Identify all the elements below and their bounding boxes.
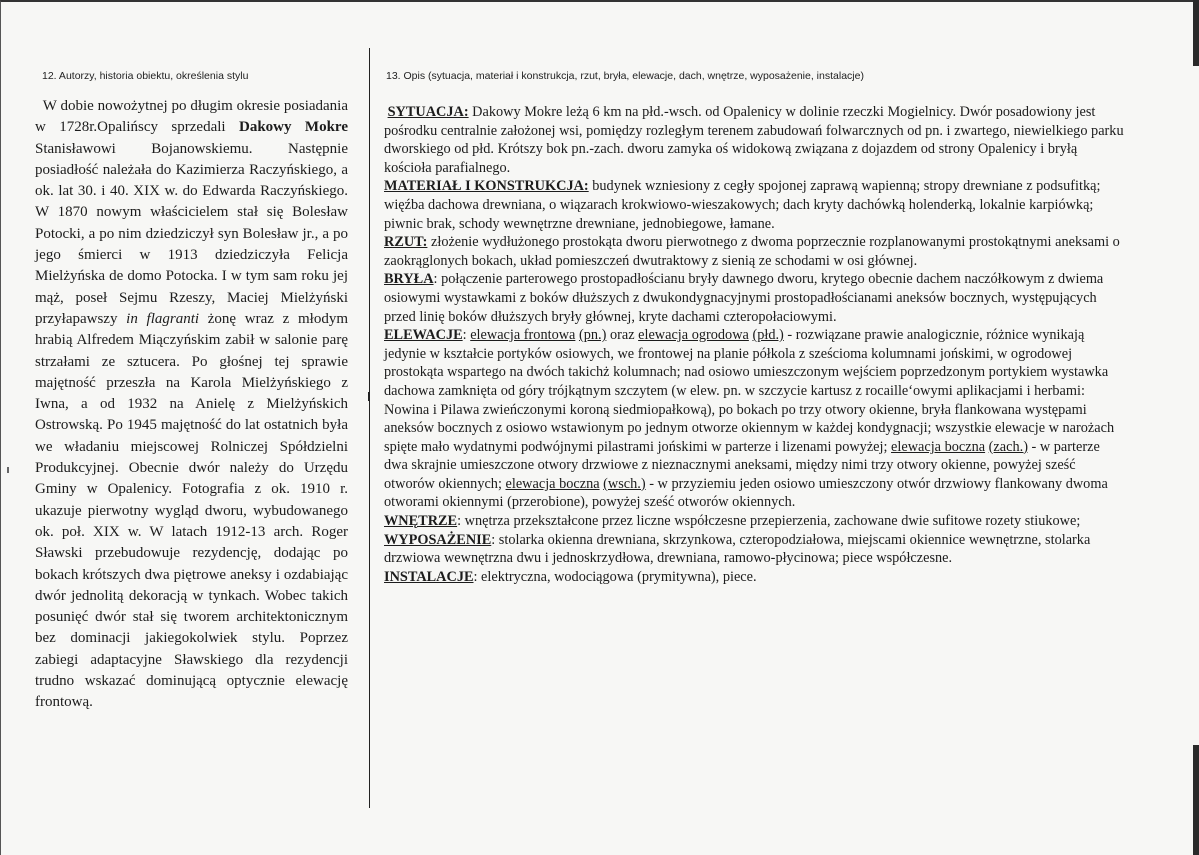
section-label-wyposazenie: WYPOSAŻENIE bbox=[384, 531, 492, 548]
section-instalacje: INSTALACJE: elektryczna, wodociągowa (prymitywna), piece. bbox=[384, 568, 757, 585]
history-paragraph: W dobie nowożytnej po długim okresie posiadania w 1728r.Opalińscy sprzedali Dakowy Mokre Stanisławowi Bojanowskiemu. Następnie posiadłość należała do Kazimierza Raczyńskiego, a ok. lat 30. i 40. XIX w. do Edwarda Raczyńskiego. W 1870 nowym właścicielem stał się Bolesław Potocki, a po nim dziedziczył syn Bolesław jr., a po jego śmierci w 1913 dziedziczyła Felicja Mielżyńska de domo Potocka. I w tym sam roku jej mąż, poseł Sejmu Rzeszy, Maciej Mielżyński przyłapawszy in flagranti żonę wraz z młodym hrabią Alfredem Miączyńskim zabił w salonie parę strzałami ze sztucera. Po głośnej tej sprawie majętność przeszła na Karola Mielżyńskiego z Iwna, a od 1932 na Anielę z Mielżyńskich Ostrowską. Po 1945 majętność do lat ostatnich była we władaniu miejscowej Rolniczej Spółdzielni Produkcyjnej. Obecnie dwór należy do Urzędu Gminy w Opalenicy. Fotografia z ok. 1910 r. ukazuje pierwotny wygląd dworu, wybudowanego ok. poł. XIX w. W latach 1912-13 arch. Roger Sławski przebudowuje rezydencję, dodając po bokach krótszych dwa piętrowe aneksy i ozdabiając dwór jednolitą dekoracją w tynkach. Wobec takich posunięć dwór stał się tworem architektonicznym bez dominacji jakiegokolwiek stylu. Poprzez zabiegi adaptacyjne Sławskiego dla rezydencji trudno wskazać dominującą optycznie elewację frontową. bbox=[35, 98, 348, 711]
scan-edge-mark-top bbox=[1193, 0, 1199, 66]
estate-name: Dakowy Mokre bbox=[239, 119, 348, 136]
section-material: MATERIAŁ I KONSTRUKCJA: budynek wzniesiony z cegły spojonej zaprawą wapienną; stropy drewniane z podsufitką; więźba dachowa drewniana, o wiązarach krokwiowo-wieszakowych; dach kryty dachówką holenderką, lokalnie karpiówką; piwnic brak, schody wewnętrzne drewniane, jednobiegowe, łamane. bbox=[384, 178, 1101, 232]
section-label-rzut: RZUT: bbox=[384, 234, 428, 251]
history-column bbox=[35, 96, 348, 714]
section-wnetrze: WNĘTRZE: wnętrza przekształcone przez liczne współczesne przepierzenia, zachowane dwie sufitowe rozety stiukowe; bbox=[384, 513, 1081, 530]
description-column bbox=[384, 103, 1124, 586]
section-rzut: RZUT: złożenie wydłużonego prostokąta dworu pierwotnego z dwoma poprzecznie rozplanowanymi prostokątnymi aneksami o zaokrąglonych bokach, układ pomieszczeń dwutraktowy z sienią ze schodami w osi głównej. bbox=[384, 234, 1120, 269]
latin-phrase: in flagranti bbox=[126, 310, 200, 327]
section-bryla: BRYŁA: połączenie parterowego prostopadłościanu bryły dawnego dworu, krytego obecnie dachem naczółkowym z dwiema osiowymi wystawkami z boków dłuższych z dwukondygnacyjnymi prostopadłościanami aneksów bocznych, występujących przed linię boków dłuższych bryły głównej, kryte dachami czteropołaciowymi. bbox=[384, 271, 1104, 325]
section-label-wnetrze: WNĘTRZE bbox=[384, 513, 458, 530]
scan-mark bbox=[7, 467, 9, 473]
description-header: 13. Opis (sytuacja, materiał i konstrukcja, rzut, bryła, elewacje, dach, wnętrze, wyposażenie, instalacje) bbox=[386, 70, 864, 82]
section-wyposazenie: WYPOSAŻENIE: stolarka okienna drewniana, skrzynkowa, czteropodziałowa, miejscami okiennice wewnętrzne, stolarka drzwiowa wewnętrzna dwu i jednoskrzydłowa, drewniana, ramowo-płycinowa; piece współczesne. bbox=[384, 531, 1091, 567]
divider-tick bbox=[368, 392, 369, 401]
section-label-bryla: BRYŁA bbox=[384, 271, 434, 288]
section-label-material: MATERIAŁ I KONSTRUKCJA: bbox=[384, 178, 589, 195]
section-label-sytuacja: SYTUACJA: bbox=[387, 104, 469, 120]
scan-edge-mark-bottom bbox=[1193, 745, 1199, 855]
section-sytuacja: SYTUACJA: Dakowy Mokre leżą 6 km na płd.-wsch. od Opalenicy w dolinie rzeczki Mogielnicy. Dwór posadowiony jest pośrodku centralnie założonej wsi, pomiędzy rozległym terenem zabudowań folwarcznych od pn. i zwartego, niewielkiego parku dworskiego od płd. Krótszy bok pn.-zach. dworu zamyka oś widokową związana z dojazdem od strony Opalenicy i bryłą kościoła parafialnego. bbox=[384, 104, 1124, 176]
history-header: 12. Autorzy, historia obiektu, określenia stylu bbox=[42, 70, 249, 82]
column-divider bbox=[369, 48, 370, 808]
section-label-instalacje: INSTALACJE bbox=[384, 568, 474, 585]
section-elewacje: ELEWACJE: elewacja frontowa (pn.) oraz elewacja ogrodowa (płd.) - rozwiązane prawie analogicznie, różnice wynikają jedynie w kształcie portyków osiowych, we frontowej na planie półkola z sześcioma kolumnami jońskimi, w ogrodowej prostokąta wspartego na dwóch takichż kolumnach; nad osiowo umieszczonym wejściem poprzedzonym portykiem wystawka dachowa zamknięta od góry trójkątnym szczytem (w elew. pn. w szczycie kartusz z rocaille‘owymi aplikacjami i herbami: Nowina i Pilawa zwieńczonymi koroną siedmiopałkową), po bokach po trzy otwory okienne, bryła flankowana występami aneksów bocznych z osiowo wstawionym po jednym otworze okiennym w każdej kondygnacji; wszystkie elewacje w narożach spięte mało wydatnymi podwójnymi pilastrami jońskimi w parterze i lizenami powyżej; elewacja boczna (zach.) - w parterze dwa skrajnie umieszczone otwory drzwiowe z nieznacznymi aneksami, między nimi trzy otwory okienne, powyżej sześć otworów okiennych; elewacja boczna (wsch.) - w przyziemiu jeden osiowo umieszczony otwór drzwiowy flankowany dwoma otworami okiennymi (przerobione), powyżej sześć otworów okiennych. bbox=[384, 327, 1115, 511]
section-label-elewacje: ELEWACJE bbox=[384, 327, 463, 344]
